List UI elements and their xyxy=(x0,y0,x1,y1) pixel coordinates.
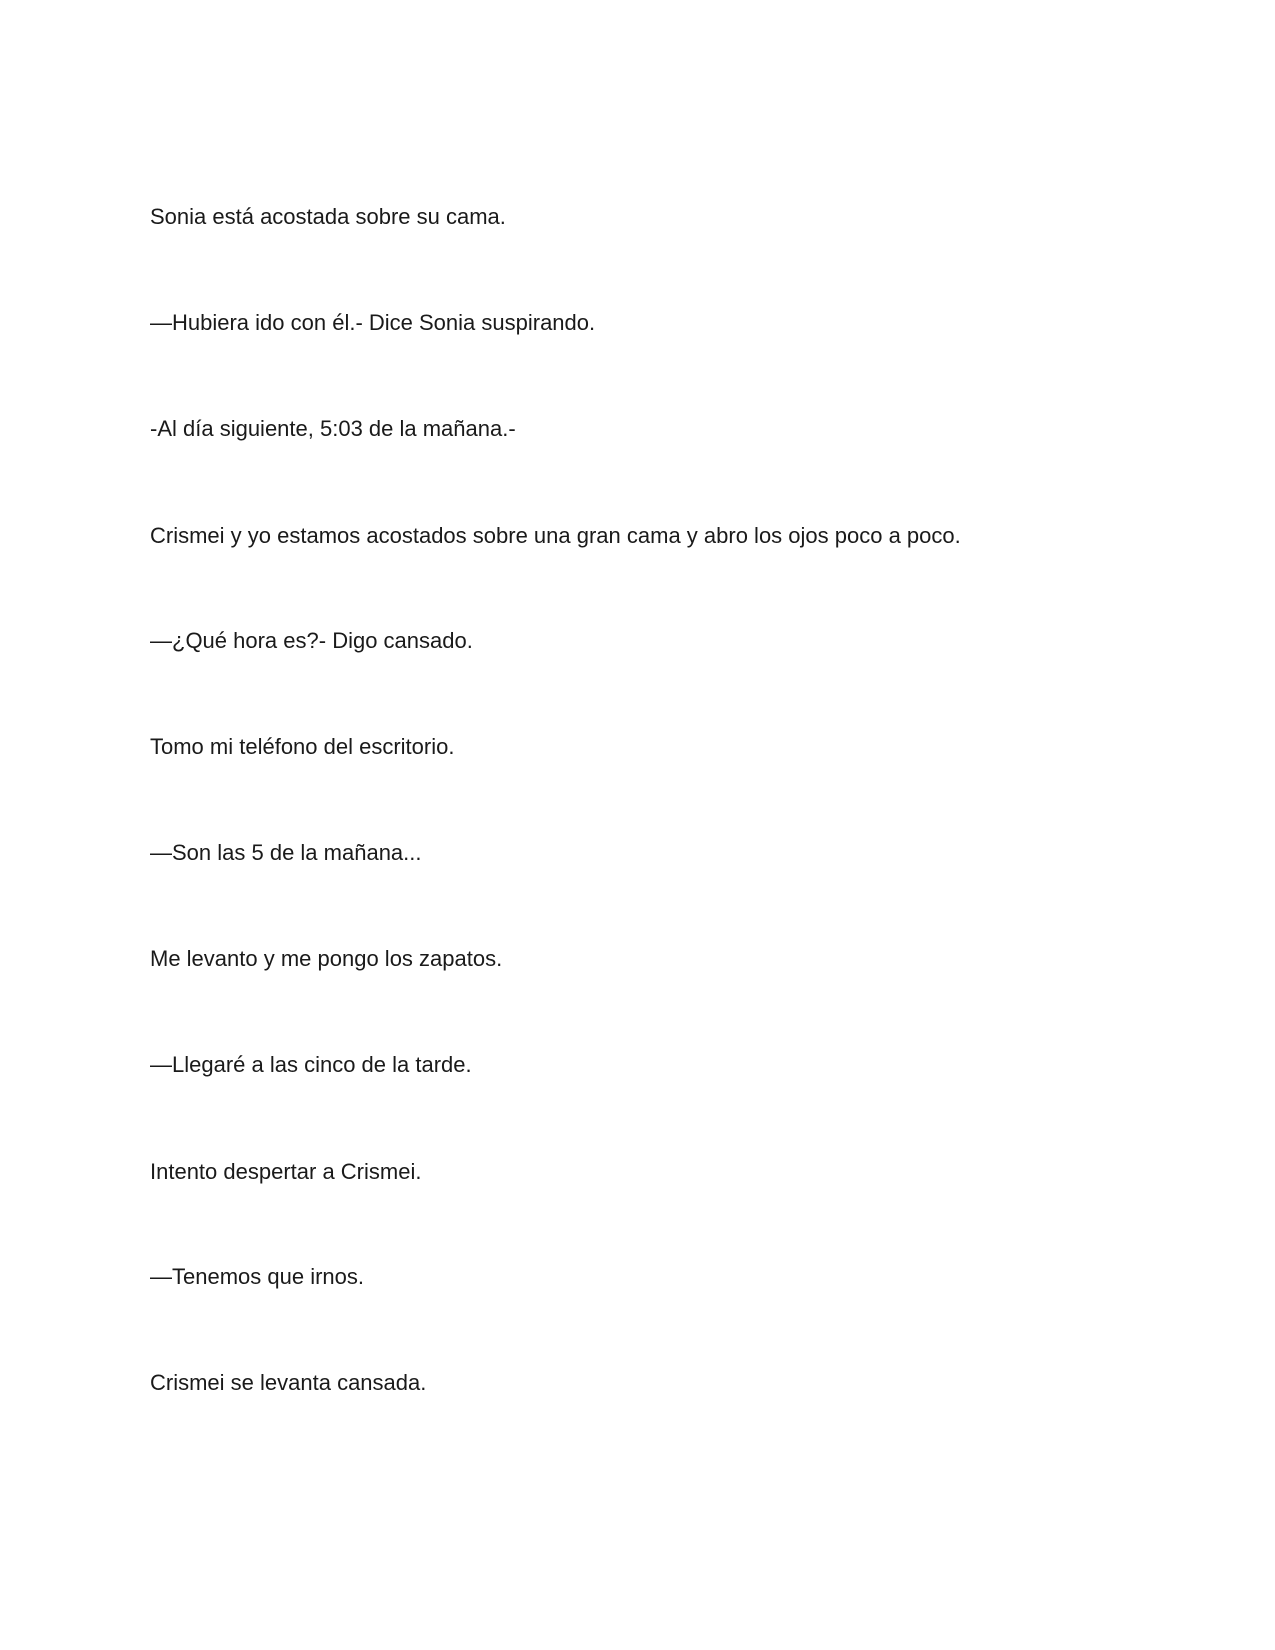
paragraph-12: Crismei se levanta cansada. xyxy=(150,1370,427,1395)
paragraph-4: Crismei y yo estamos acostados sobre una gran cama y abro los ojos poco a poco. xyxy=(150,523,961,548)
paragraph-3: -Al día siguiente, 5:03 de la mañana.- xyxy=(150,416,516,441)
paragraph-6: Tomo mi teléfono del escritorio. xyxy=(150,734,455,759)
paragraph-9: —Llegaré a las cinco de la tarde. xyxy=(150,1052,472,1077)
paragraph-10: Intento despertar a Crismei. xyxy=(150,1159,422,1184)
paragraph-8: Me levanto y me pongo los zapatos. xyxy=(150,946,503,971)
paragraph-1: Sonia está acostada sobre su cama. xyxy=(150,204,506,229)
paragraph-5: —¿Qué hora es?- Digo cansado. xyxy=(150,628,473,653)
paragraph-7: —Son las 5 de la mañana... xyxy=(150,840,422,865)
paragraph-11: —Tenemos que irnos. xyxy=(150,1264,364,1289)
paragraph-2: —Hubiera ido con él.- Dice Sonia suspirando. xyxy=(150,310,596,335)
